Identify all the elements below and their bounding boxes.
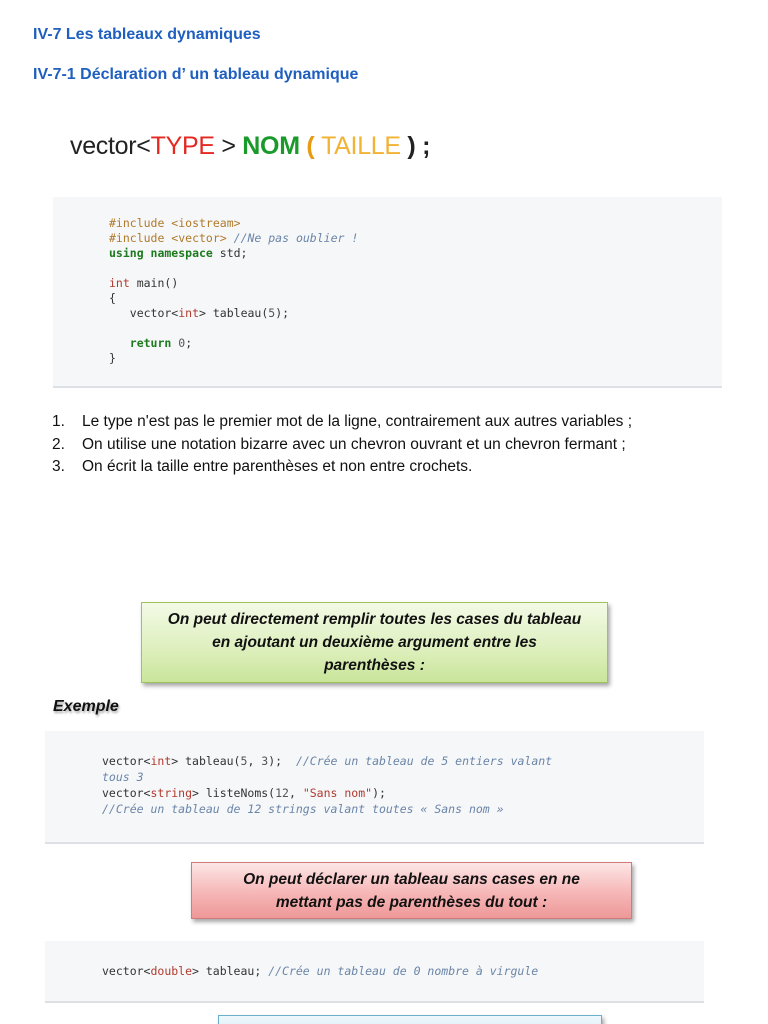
code-listing [102, 964, 538, 979]
code-text: > listeNoms( [192, 786, 276, 800]
syntax-type: TYPE [150, 132, 215, 160]
section-heading: IV-7 Les tableaux dynamiques [33, 26, 261, 43]
code-type: int [109, 276, 130, 290]
code-text: > tableau( [171, 754, 241, 768]
code-text: ; [185, 336, 193, 350]
list-item [52, 456, 632, 479]
callout-cut-off [218, 1015, 602, 1024]
list-text: On écrit la taille entre parenthèses et non entre crochets. [82, 458, 473, 475]
syntax-close-chevron: > [214, 132, 243, 160]
code-text: vector< [102, 754, 151, 768]
code-type: int [150, 754, 172, 768]
code-number: 12 [275, 786, 289, 800]
list-item [52, 411, 632, 434]
list-text: Le type n'est pas le premier mot de la ligne, contrairement aux autres variables ; [82, 413, 633, 430]
list-item [52, 434, 632, 457]
syntax-open-paren: ( [299, 132, 322, 160]
code-block-example [45, 731, 704, 844]
callout-line: en ajoutant un deuxième argument entre les [212, 634, 537, 651]
code-comment: //Crée un tableau de 5 entiers valant [295, 754, 553, 768]
code-text: main() [129, 276, 179, 290]
callout-line: mettant pas de parenthèses du tout : [275, 894, 548, 911]
list-text: On utilise une notation bizarre avec un chevron ouvrant et un chevron fermant ; [82, 435, 626, 453]
code-string: "Sans nom" [302, 786, 373, 800]
callout-line: parenthèses : [324, 657, 425, 674]
list-number: 1. [52, 413, 65, 430]
code-type: int [178, 306, 200, 320]
code-line: #include <vector> [109, 231, 227, 245]
list-number: 3. [52, 458, 65, 475]
code-number: 0 [178, 336, 186, 350]
example-label: Exemple [53, 698, 119, 715]
syntax-nom: NOM [242, 132, 300, 160]
callout-line: On peut déclarer un tableau sans cases en ne [243, 871, 580, 888]
syntax-close-paren: ) [400, 132, 423, 160]
code-text: ); [372, 786, 386, 800]
code-text: > tableau; [192, 964, 269, 978]
code-listing [109, 216, 358, 366]
code-comment: tous 3 [102, 770, 144, 784]
code-text: { [109, 291, 116, 305]
callout-line: On peut directement remplir toutes les cases du tableau [167, 611, 582, 628]
code-number: 5 [240, 754, 248, 768]
code-text: vector< [102, 964, 151, 978]
list-number: 2. [52, 435, 65, 453]
code-comment: //Crée un tableau de 0 nombre à virgule [268, 964, 539, 978]
code-number: 3 [261, 754, 269, 768]
code-comment: //Crée un tableau de 12 strings valant toutes « Sans nom » [102, 802, 504, 816]
code-keyword: return [129, 336, 172, 350]
code-text: vector< [102, 786, 151, 800]
code-type: string [150, 786, 193, 800]
syntax-taille: TAILLE [321, 132, 401, 160]
vector-syntax-diagram [70, 132, 430, 161]
code-type: double [150, 964, 193, 978]
code-listing [102, 753, 552, 817]
code-block-empty [45, 941, 704, 1003]
code-text: ); [268, 754, 296, 768]
callout-empty-vector [191, 862, 632, 919]
code-text: , [288, 786, 303, 800]
remarks-list [52, 411, 632, 479]
code-text: > tableau( [199, 306, 269, 320]
code-line: #include <iostream> [109, 216, 241, 230]
syntax-semicolon: ; [422, 132, 431, 160]
callout-fill-values [141, 602, 608, 683]
syntax-vector-keyword: vector< [70, 132, 151, 160]
code-text: ); [275, 306, 290, 320]
code-block-declaration [53, 197, 722, 388]
code-text: vector< [109, 306, 179, 320]
code-text: , [247, 754, 262, 768]
code-keyword: using namespace [109, 246, 213, 260]
code-text: std; [212, 246, 248, 260]
code-comment: //Ne pas oublier ! [233, 231, 359, 245]
subsection-heading: IV-7-1 Déclaration d’ un tableau dynamique [33, 66, 359, 83]
code-text: } [109, 351, 116, 365]
code-number: 5 [268, 306, 276, 320]
